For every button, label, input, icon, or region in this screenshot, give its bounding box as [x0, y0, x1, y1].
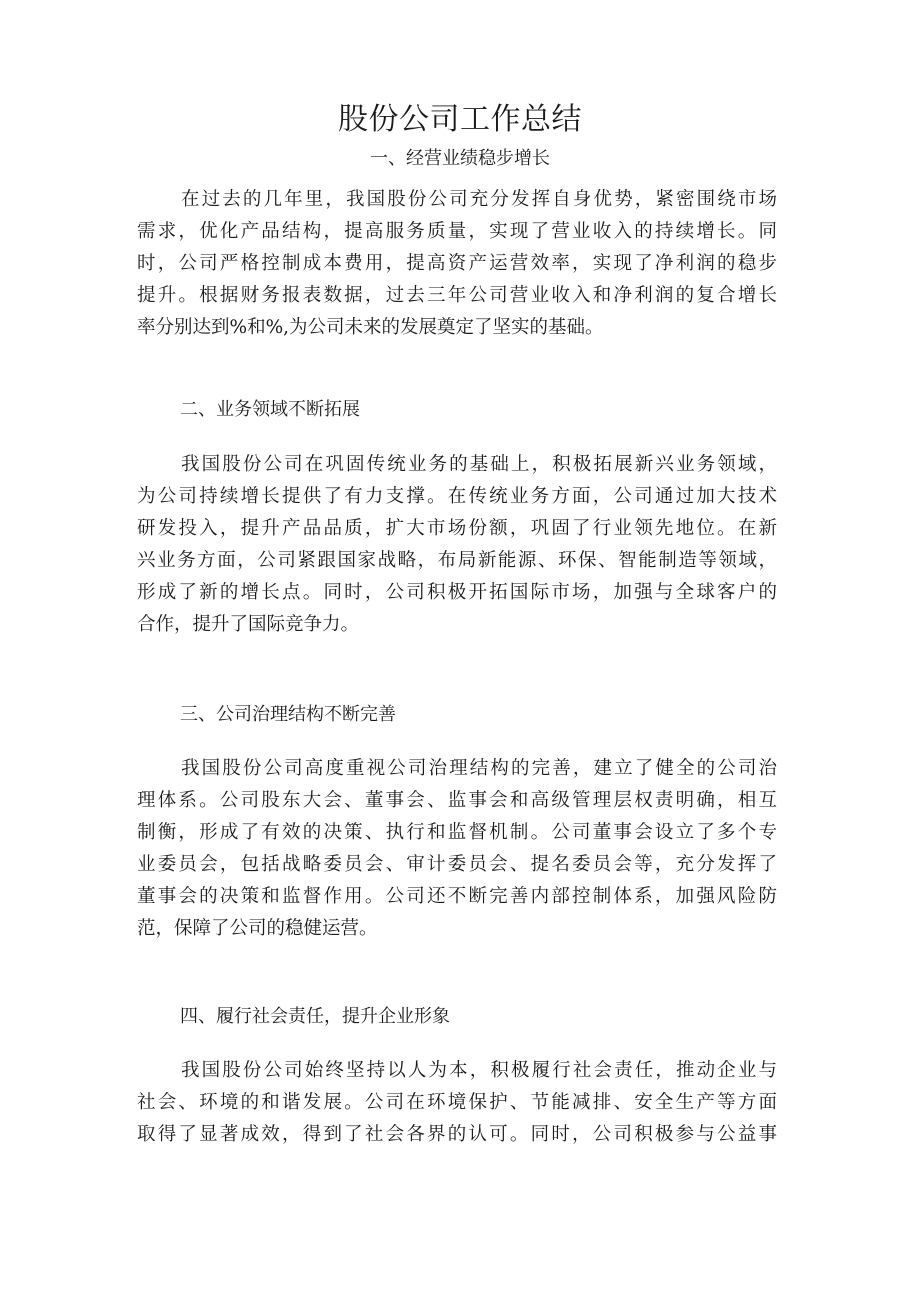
- paragraph-line: 我国股份公司在巩固传统业务的基础上，积极拓展新兴业务领域，: [181, 454, 777, 475]
- paragraph-line: 兴业务方面，公司紧跟国家战略，布局新能源、环保、智能制造等领域，: [137, 550, 777, 571]
- paragraph-line: 业委员会，包括战略委员会、审计委员会、提名委员会等，充分发挥了: [137, 854, 777, 875]
- paragraph-line: 理体系。公司股东大会、董事会、监事会和高级管理层权责明确，相互: [137, 790, 777, 811]
- section-heading-1: 一、经营业绩稳步增长: [370, 148, 550, 169]
- paragraph-line: 时，公司严格控制成本费用，提高资产运营效率，实现了净利润的稳步: [137, 253, 777, 274]
- paragraph-line: 取得了显著成效，得到了社会各界的认可。同时，公司积极参与公益事: [137, 1124, 777, 1145]
- paragraph-3: [137, 753, 777, 945]
- paragraph-line: 在过去的几年里，我国股份公司充分发挥自身优势，紧密围绕市场: [181, 189, 777, 210]
- paragraph-line: 范，保障了公司的稳健运营。: [137, 918, 378, 939]
- paragraph-2: [137, 449, 777, 641]
- paragraph-4: [137, 1055, 777, 1151]
- section-heading-3: 三、公司治理结构不断完善: [180, 704, 396, 725]
- document-title: 股份公司工作总结: [338, 102, 582, 137]
- paragraph-line: 需求，优化产品结构，提高服务质量，实现了营业收入的持续增长。同: [137, 221, 777, 242]
- paragraph-line: 形成了新的增长点。同时，公司积极开拓国际市场，加强与全球客户的: [137, 582, 777, 603]
- paragraph-line: 我国股份公司始终坚持以人为本，积极履行社会责任，推动企业与: [181, 1060, 777, 1081]
- paragraph-1: [137, 184, 777, 344]
- paragraph-line: 提升。根据财务报表数据，过去三年公司营业收入和净利润的复合增长: [137, 285, 777, 306]
- paragraph-line: 董事会的决策和监督作用。公司还不断完善内部控制体系，加强风险防: [137, 886, 777, 907]
- paragraph-line: 率分别达到%和%,为公司未来的发展奠定了坚实的基础。: [137, 317, 604, 338]
- section-heading-4: 四、履行社会责任，提升企业形象: [180, 1006, 450, 1027]
- section-heading-2: 二、业务领域不断拓展: [180, 399, 360, 420]
- paragraph-line: 制衡，形成了有效的决策、执行和监督机制。公司董事会设立了多个专: [137, 822, 777, 843]
- paragraph-line: 社会、环境的和谐发展。公司在环境保护、节能减排、安全生产等方面: [137, 1092, 777, 1113]
- paragraph-line: 我国股份公司高度重视公司治理结构的完善，建立了健全的公司治: [181, 758, 777, 779]
- paragraph-line: 研发投入，提升产品品质，扩大市场份额，巩固了行业领先地位。在新: [137, 518, 777, 539]
- paragraph-line: 合作，提升了国际竞争力。: [137, 614, 360, 635]
- paragraph-line: 为公司持续增长提供了有力支撑。在传统业务方面，公司通过加大技术: [137, 486, 777, 507]
